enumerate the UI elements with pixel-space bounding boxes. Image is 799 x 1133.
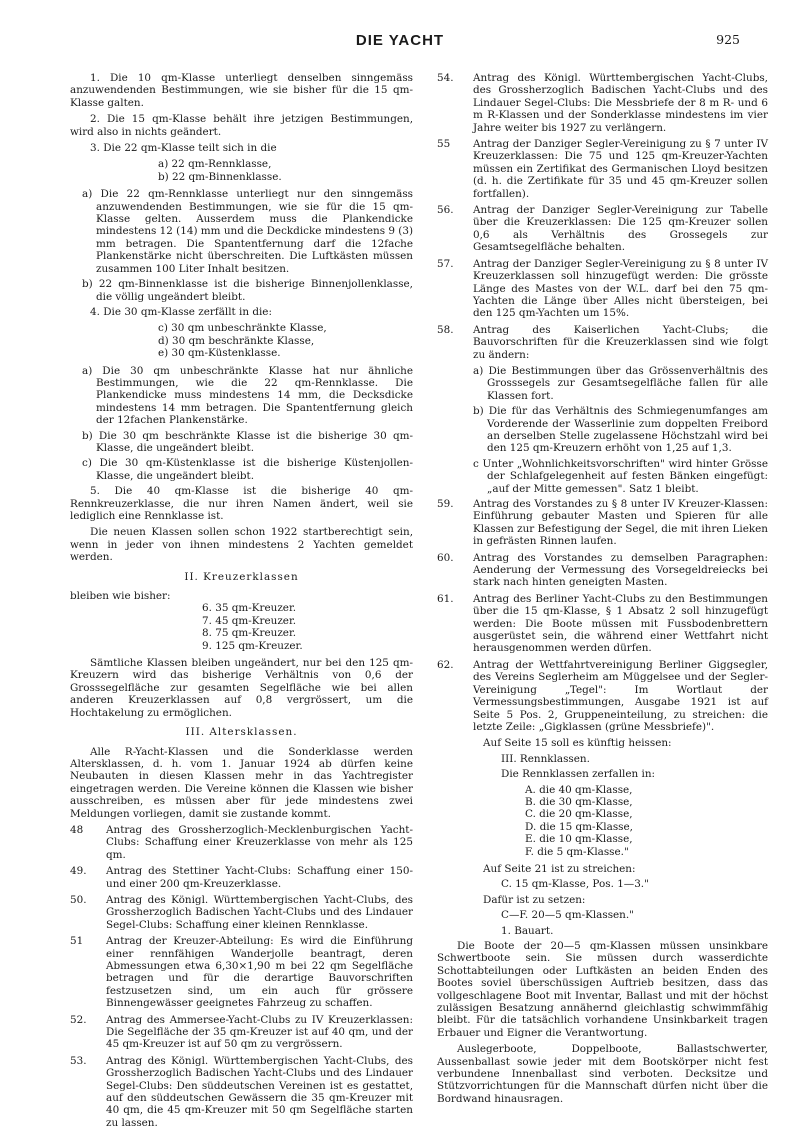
sub-paragraph: b) 22 qm-Binnenklasse ist die bisherige Binnenjollenklasse, die völlig ungeändert bleibt. [82, 278, 413, 303]
list-item: 7. 45 qm-Kreuzer. [202, 614, 297, 627]
page-number: 925 [716, 32, 740, 47]
motion-number: 49. [70, 865, 87, 878]
motion-item [437, 593, 768, 655]
paragraph: Die neuen Klassen sollen schon 1922 startberechtigt sein, wenn in jeder von ihnen mindestens 2 Yachten gemeldet werden. [70, 526, 413, 564]
section-heading: II. Kreuzerklassen [184, 570, 299, 583]
sub-paragraph: a) Die Bestimmungen über das Grössenverhältnis des Grosssegels zur Gesamtsegelfläche fallen für alle Klassen fort. [473, 364, 768, 402]
motion-text: Antrag des Königl. Württembergischen Yacht-Clubs, des Grossherzoglich Badischen Yacht-Clubs und des Lindauer Segel-Clubs: Die Messbriefe der 8 m R- und 6 m R-Klassen und der Sonderklasse mindestens im vier Jahre weiter bis 1927 zu verlängern. [473, 72, 768, 134]
motion-item [437, 204, 768, 254]
sub-paragraph: b) Die für das Verhältnis des Schmiegenumfanges am Vorderende der Wasserlinie zum doppelten Freibord an derselben Stelle zugelassene Höchstzahl wird bei den 125 qm-Kreuzern erhöht von 1,25 auf 1,3. [473, 405, 768, 455]
motion-number: 60. [437, 551, 454, 564]
paragraph: bleiben wie bisher: [70, 590, 171, 603]
list-item: F. die 5 qm-Klasse." [525, 845, 629, 858]
sub-paragraph: a) Die 30 qm unbeschränkte Klasse hat nur ähnliche Bestimmungen, wie die 22 qm-Rennklasse. Die Plankendicke muss mindestens 14 mm, die Decksdicke mindestens 14 mm betragen. Die Spantentfernung gleich der 12fachen Plankenstärke. [82, 364, 413, 427]
list-item: 9. 125 qm-Kreuzer. [202, 639, 303, 652]
motion-number: 55 [437, 138, 451, 151]
paragraph: 4. Die 30 qm-Klasse zerfällt in die: [90, 305, 272, 318]
motion-number: 51 [70, 935, 84, 948]
motion-item [437, 324, 768, 361]
paragraph: 5. Die 40 qm-Klasse ist die bisherige 40 qm-Rennkreuzerklasse, die nur ihren Namen ändert, weil sie lediglich eine Rennklasse ist. [70, 485, 413, 522]
motion-item [70, 935, 413, 1009]
motion-item [437, 138, 768, 200]
section-heading: III. Altersklassen. [185, 726, 298, 739]
motion-number: 58. [437, 323, 454, 336]
quote-line: Die Rennklassen zerfallen in: [501, 768, 656, 781]
motion-number: 50. [70, 893, 87, 906]
motion-item [70, 894, 413, 931]
motion-text: Antrag der Danziger Segler-Vereinigung zur Tabelle über die Kreuzerklassen: Die 125 qm-Kreuzer sollen 0,6 als Verhältnis des Grossegels zur Gesamtsegelfläche behalten. [473, 204, 768, 254]
motion-number: 61. [437, 592, 454, 605]
class-list [70, 322, 413, 359]
paragraph: Sämtliche Klassen bleiben ungeändert, nur bei den 125 qm-Kreuzern wird das bisherige Verhältnis von 0,6 der Grosssegelfläche zur gesamten Segelfläche wie bei allen anderen Kreuzerklassen auf 0,8 vergrössert, um die Hochtakelung zu ermöglichen. [70, 657, 413, 719]
motion-number: 57. [437, 257, 454, 270]
quote-line: Dafür ist zu setzen: [483, 893, 586, 906]
rennklassen-list [437, 784, 768, 858]
sub-paragraph: c Unter „Wohnlichkeitsvorschriften" wird hinter Grösse der Schlafgelegenheit auf festen Bänken eingefügt: „auf der Mitte gemessen". Satz 1 bleibt. [473, 457, 768, 495]
motion-number: 62. [437, 658, 454, 671]
motion-text: Antrag des Kaiserlichen Yacht-Clubs; die Bauvorschriften für die Kreuzerklassen sind wie folgt zu ändern: [473, 323, 768, 361]
quote-line: C—F. 20—5 qm-Klassen." [501, 909, 634, 922]
motion-text: Antrag der Danziger Segler-Vereinigung zu § 8 unter IV Kreuzerklassen soll hinzugefügt werden: Die grösste Länge des Mastes von der W.L. darf bei den 75 qm-Yachten die Länge über Alles nicht übersteigen, bei den 125 qm-Yachten um 15%. [473, 257, 768, 320]
list-item: C. die 20 qm-Klasse, [525, 808, 633, 821]
sub-paragraph: c) Die 30 qm-Küstenklasse ist die bisherige Küstenjollen-Klasse, die ungeändert bleibt. [82, 457, 413, 482]
quote-line: Auf Seite 15 soll es künftig heissen: [483, 737, 672, 750]
motion-text: Antrag der Wettfahrtvereinigung Berliner Giggsegler, des Vereins Seglerheim am Müggelsee und der Segler-Vereinigung „Tegel": Im Wortlaut der Vermessungsbestimmungen, Ausgabe 1921 ist auf Seite 5 Pos. 2, Gruppeneinteilung, zu streichen: die letzte Zeile: „Gigklassen (grüne Messbriefe)". [473, 658, 768, 733]
motion-item [437, 659, 768, 733]
paragraph: Alle R-Yacht-Klassen und die Sonderklasse werden Altersklassen, d. h. vom 1. Januar 1924 ab dürfen keine Neubauten in diesen Klassen mehr in das Yachtregister eingetragen werden. Die Vereine können die Klassen wie bisher ausschreiben, es müssen aber für jede mindestens zwei Meldungen vorliegen, damit sie zustande kommt. [70, 745, 413, 820]
list-item: E. die 10 qm-Klasse, [525, 833, 633, 846]
list-item: b) 22 qm-Binnenklasse. [158, 170, 282, 183]
right-column [437, 72, 768, 1109]
motion-text: Antrag des Königl. Württembergischen Yacht-Clubs, des Grossherzoglich Badischen Yacht-Clubs und des Lindauer Segel-Clubs: Den süddeutschen Vereinen ist es gestattet, auf den süddeutschen Gewässern die 35 qm-Kreuzer mit 40 qm, die 45 qm-Kreuzer mit 50 qm Segelfläche starten zu lassen. [106, 1054, 413, 1129]
motion-item [437, 498, 768, 548]
motion-text: Antrag des Vorstandes zu § 8 unter IV Kreuzer-Klassen: Einführung gebauter Masten und Spieren für alle Klassen zur Befestigung der Segel, die mit ihren Lieken in gefrästen Rinnen laufen. [473, 498, 768, 548]
motion-item [70, 1055, 413, 1129]
motion-number: 53. [70, 1054, 87, 1067]
motion-text: Antrag des Stettiner Yacht-Clubs: Schaffung einer 150- und einer 200 qm-Kreuzerklasse. [106, 865, 413, 890]
paragraph: 1. Die 10 qm-Klasse unterliegt denselben sinngemäss anzuwendenden Bestimmungen, wie sie bisher für die 15 qm-Klasse galten. [70, 72, 413, 109]
list-item: D. die 15 qm-Klasse, [525, 820, 633, 833]
list-item: A. die 40 qm-Klasse, [525, 783, 633, 796]
subsection-heading: 1. Bauart. [501, 924, 554, 937]
motion-item [437, 552, 768, 589]
list-item: d) 30 qm beschränkte Klasse, [158, 334, 315, 347]
motion-text: Antrag der Kreuzer-Abteilung: Es wird die Einführung einer rennfähigen Wanderjolle beantragt, deren Abmessungen etwa 6,30×1,90 m bei 22 qm Segelfläche betragen und für die derartige Bauvorschriften festzusetzen sind, um ein auch für grössere Binnengewässer geeignetes Fahrzeug zu schaffen. [106, 935, 413, 1010]
quote-heading: III. Rennklassen. [501, 752, 590, 765]
list-item: B. die 30 qm-Klasse, [525, 795, 633, 808]
left-column [70, 72, 413, 1133]
motion-item [70, 1014, 413, 1051]
motion-number: 56. [437, 204, 454, 217]
page-header [60, 32, 740, 54]
motion-text: Antrag der Danziger Segler-Vereinigung zu § 7 unter IV Kreuzerklassen: Die 75 und 125 qm-Kreuzer-Yachten müssen ein Zertifikat des Germanischen Lloyd besitzen (d. h. die Zertifikate für 35 und 45 qm-Kreuzer sollen fortfallen). [473, 138, 768, 200]
quote-line: Auf Seite 21 ist zu streichen: [483, 862, 636, 875]
running-title: DIE YACHT [355, 32, 445, 49]
list-item: 8. 75 qm-Kreuzer. [202, 627, 297, 640]
sub-paragraph: b) Die 30 qm beschränkte Klasse ist die bisherige 30 qm-Klasse, die ungeändert bleibt. [82, 429, 413, 454]
motion-number: 52. [70, 1013, 87, 1026]
quote-line: C. 15 qm-Klasse, Pos. 1—3." [501, 878, 649, 891]
paragraph: 3. Die 22 qm-Klasse teilt sich in die [90, 142, 277, 155]
paragraph: Auslegerboote, Doppelboote, Ballastschwerter, Aussenballast sowie jeder mit dem Bootskörper nicht fest verbundene Innenballast sind verboten. Decksitze und Stützvorrichtungen für die Mannschaft dürfen nicht über die Bordwand hinausragen. [437, 1043, 768, 1105]
paragraph: Die Boote der 20—5 qm-Klassen müssen unsinkbare Schwertboote sein. Sie müssen durch wasserdichte Schottabteilungen oder Luftkästen an beiden Enden des Bootes soviel überschüssigen Auftrieb besitzen, dass das vollgeschlagene Boot mit Inventar, Ballast und mit der höchst zulässigen Besatzung annähernd gleichlastig schwimmfähig bleibt. Für die tatsächlich vorhandene Unsinkbarkeit tragen Erbauer und Eigner die Verantwortung. [437, 940, 768, 1039]
list-item: e) 30 qm-Küstenklasse. [158, 347, 281, 360]
motion-text: Antrag des Ammersee-Yacht-Clubs zu IV Kreuzerklassen: Die Segelfläche der 35 qm-Kreuzer ist auf 40 qm, und der 45 qm-Kreuzer ist auf 50 qm zu vergrössern. [106, 1013, 413, 1051]
motion-number: 59. [437, 498, 454, 510]
motion-number: 54. [437, 72, 454, 84]
motion-item [437, 72, 768, 134]
motion-text: Antrag des Grossherzoglich-Mecklenburgischen Yacht-Clubs: Schaffung einer Kreuzerklasse von mehr als 125 qm. [106, 823, 413, 861]
class-list [70, 158, 413, 183]
motion-text: Antrag des Vorstandes zu demselben Paragraphen: Aenderung der Vermessung des Vorsegeldreiecks bei stark nach hinten geneigten Masten. [473, 551, 768, 589]
motion-item [70, 824, 413, 861]
motion-number: 48 [70, 823, 84, 836]
sub-paragraph: a) Die 22 qm-Rennklasse unterliegt nur den sinngemäss anzuwendenden Bestimmungen, wie sie für die 15 qm-Klasse gelten. Ausserdem muss die Plankendicke mindestens 12 (14) mm und die Deckdicke mindestens 9 (3) mm betragen. Die Spantentfernung darf die 12fache Plankenstärke nicht überschreiten. Die Luftkästen müssen zusammen 100 Liter Inhalt besitzen. [82, 188, 414, 275]
motion-item [70, 865, 413, 890]
list-item: a) 22 qm-Rennklasse, [158, 158, 272, 171]
paragraph: 2. Die 15 qm-Klasse behält ihre jetzigen Bestimmungen, wird also in nichts geändert. [70, 113, 413, 138]
kreuzer-list [70, 602, 413, 652]
motion-text: Antrag des Berliner Yacht-Clubs zu den Bestimmungen über die 15 qm-Klasse, § 1 Absatz 2 soll hinzugefügt werden: Die Boote müssen mit Fussbodenbrettern ausgerüstet sein, die während einer Wettfahrt nicht herausgenommen werden dürfen. [473, 592, 768, 655]
list-item: c) 30 qm unbeschränkte Klasse, [158, 322, 327, 335]
motion-item [437, 258, 768, 320]
list-item: 6. 35 qm-Kreuzer. [202, 602, 297, 615]
motion-text: Antrag des Königl. Württembergischen Yacht-Clubs, des Grossherzoglich Badischen Yacht-Clubs und des Lindauer Segel-Clubs: Schaffung einer kleinen Rennklasse. [106, 893, 413, 931]
